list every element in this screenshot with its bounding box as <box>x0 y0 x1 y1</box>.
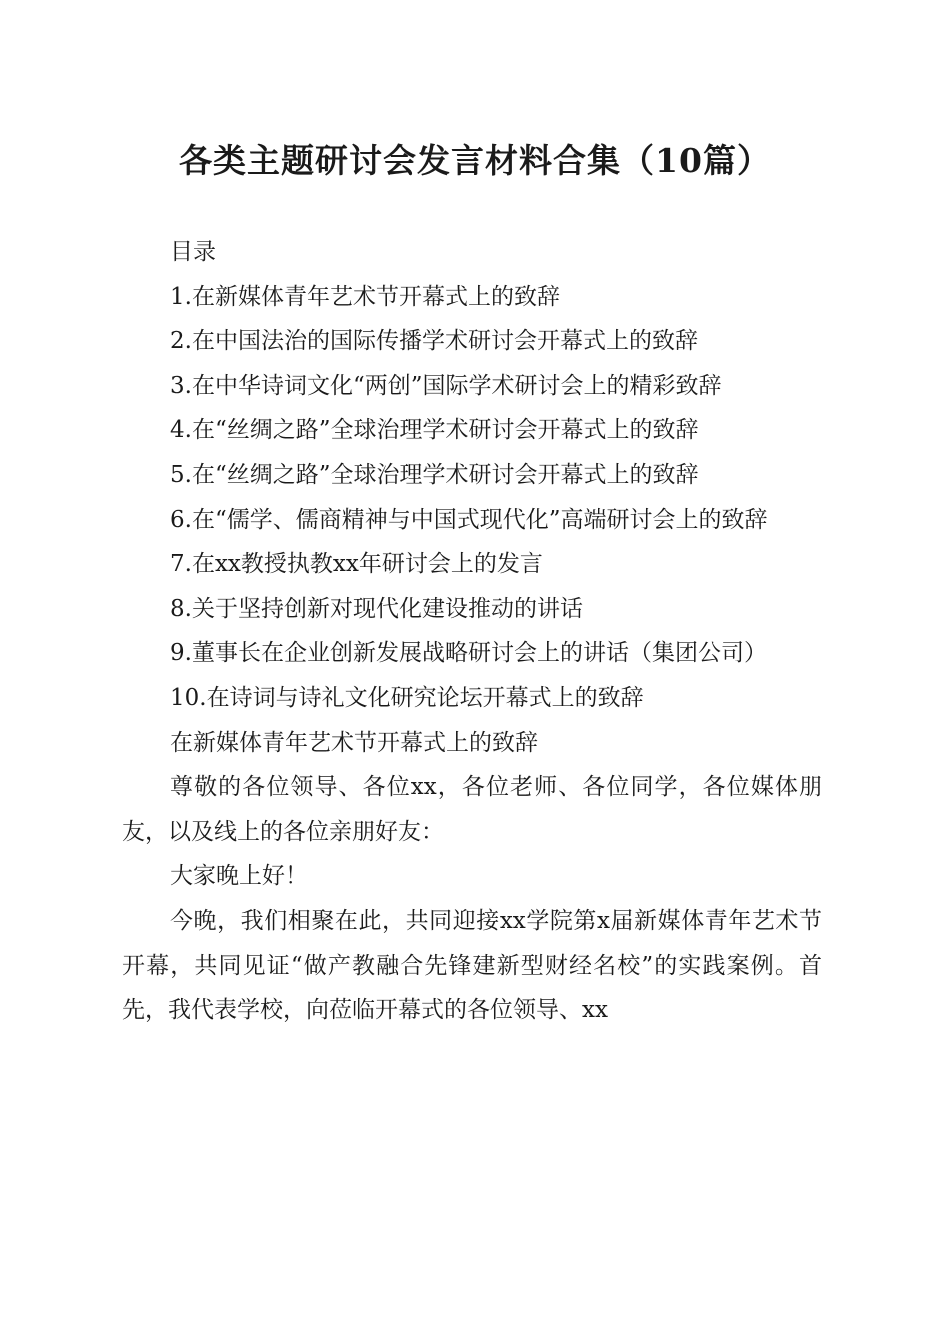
section-title: 在新媒体青年艺术节开幕式上的致辞 <box>170 729 538 756</box>
toc-item: 7.在xx教授执教xx年研讨会上的发言 <box>170 551 543 578</box>
toc-item: 5.在“丝绸之路”全球治理学术研讨会开幕式上的致辞 <box>170 461 699 488</box>
toc-item: 2.在中国法治的国际传播学术研讨会开幕式上的致辞 <box>170 328 698 355</box>
toc-item: 9.董事长在企业创新发展战略研讨会上的讲话（集团公司） <box>170 640 767 667</box>
document-body <box>122 230 822 1033</box>
toc-item: 4.在“丝绸之路”全球治理学术研讨会开幕式上的致辞 <box>170 417 699 444</box>
toc-item: 1.在新媒体青年艺术节开幕式上的致辞 <box>170 283 560 310</box>
toc-item: 3.在中华诗词文化“两创”国际学术研讨会上的精彩致辞 <box>170 372 722 399</box>
document-title: 各类主题研讨会发言材料合集（10篇） <box>179 141 771 180</box>
toc-item: 10.在诗词与诗礼文化研究论坛开幕式上的致辞 <box>170 684 644 711</box>
toc-heading: 目录 <box>170 239 216 265</box>
salutation-paragraph: 尊敬的各位领导、各位xx，各位老师、各位同学，各位媒体朋友，以及线上的各位亲朋好友： <box>122 774 822 845</box>
greeting-paragraph: 大家晚上好！ <box>170 863 308 890</box>
toc-item: 8.关于坚持创新对现代化建设推动的讲话 <box>170 595 583 622</box>
toc-item: 6.在“儒学、儒商精神与中国式现代化”高端研讨会上的致辞 <box>170 506 768 533</box>
opening-paragraph: 今晚，我们相聚在此，共同迎接xx学院第x届新媒体青年艺术节开幕，共同见证“做产教融合先锋建新型财经名校”的实践案例。首先，我代表学校，向莅临开幕式的各位领导、xx <box>122 907 822 1024</box>
